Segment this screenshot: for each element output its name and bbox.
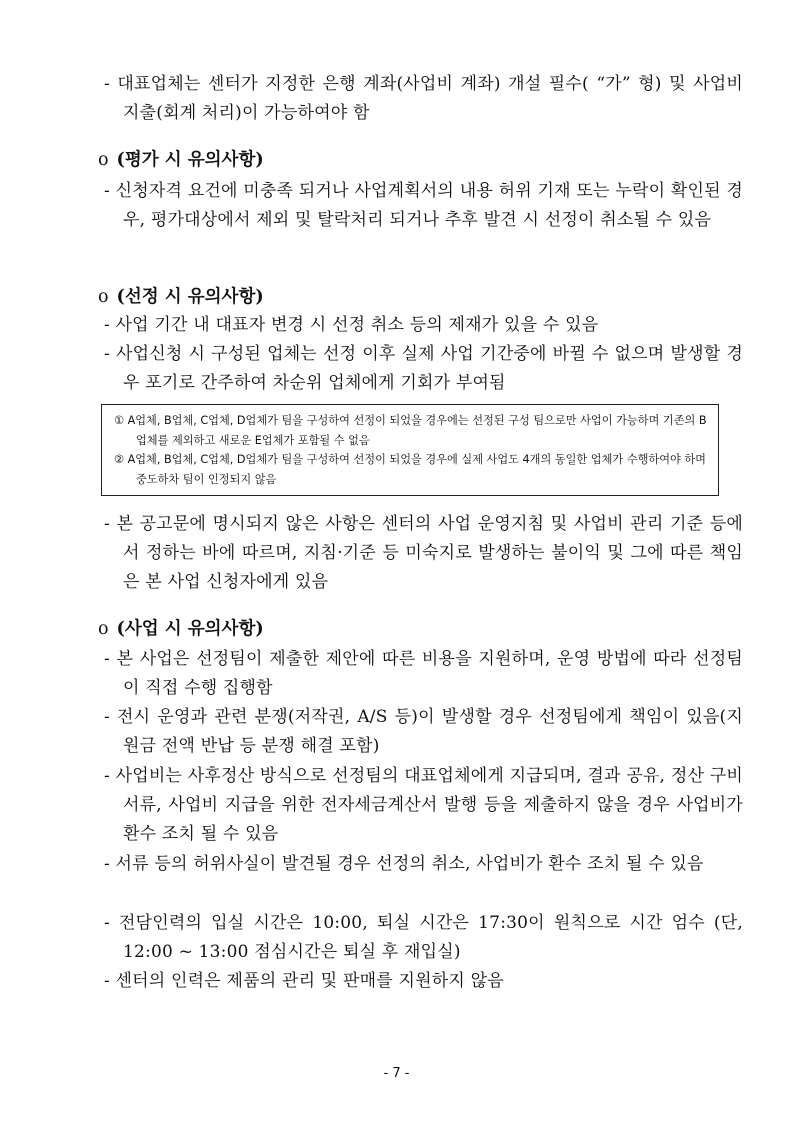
selection-bullet-representative-change: - 사업 기간 내 대표자 변경 시 선정 취소 등의 제재가 있을 수 있음	[104, 315, 599, 335]
project-bullet-working-hours: - 전담인력의 입실 시간은 10:00, 퇴실 시간은 17:30이 원칙으로 시간 엄수 (단, 12:00 ~ 13:00 점심시간은 퇴실 후 재입실)	[104, 913, 743, 962]
page-number: - 7 -	[383, 1066, 410, 1081]
example-note-1: ① A업체, B업체, C업체, D업체가 팀을 구성하여 선정이 되었을 경우에는 선정된 구성 팀으로만 사업이 가능하며 기존의 B업체를 제외하고 새로운 E업체가 포함될 수 없음	[114, 414, 707, 447]
project-bullet-staff-support: - 센터의 인력은 제품의 관리 및 판매를 지원하지 않음	[104, 971, 504, 991]
section-title: (사업 시 유의사항)	[116, 619, 264, 639]
project-bullet-settlement: - 사업비는 사후정산 방식으로 선정팀의 대표업체에게 지급되며, 결과 공유, 정산 구비서류, 사업비 지급을 위한 전자세금계산서 발행 등을 제출하지 않을 경우 사업비가 환수 조치 될 수 있음	[104, 766, 743, 844]
example-note-box	[101, 404, 719, 496]
intro-bullet-bank-account: - 대표업체는 센터가 지정한 은행 계좌(사업비 계좌) 개설 필수( “가” 형) 및 사업비 지출(회계 처리)이 가능하여야 함	[104, 74, 743, 123]
section-heading-project	[98, 617, 264, 641]
evaluation-bullet: - 신청자격 요건에 미충족 되거나 사업계획서의 내용 허위 기재 또는 누락이 확인된 경우, 평가대상에서 제외 및 탈락처리 되거나 추후 발견 시 선정이 취소될 수 있음	[104, 181, 743, 230]
selection-bullet-unspecified-matters: - 본 공고문에 명시되지 않은 사항은 센터의 사업 운영지침 및 사업비 관리 기준 등에서 정하는 바에 따르며, 지침·기준 등 미숙지로 발생하는 불이익 및 그에 따른 책임은 본 사업 신청자에게 있음	[104, 514, 743, 592]
section-title: (평가 시 유의사항)	[116, 150, 264, 170]
section-title: (선정 시 유의사항)	[116, 287, 264, 307]
selection-bullet-team-composition: - 사업신청 시 구성된 업체는 선정 이후 실제 사업 기간중에 바뀔 수 없으며 발생할 경우 포기로 간주하여 차순위 업체에게 기회가 부여됨	[104, 344, 743, 393]
section-marker: o	[98, 150, 109, 170]
section-marker: o	[98, 619, 109, 639]
project-bullet-false-documents: - 서류 등의 허위사실이 발견될 경우 선정의 취소, 사업비가 환수 조치 될 수 있음	[104, 854, 704, 874]
project-bullet-disputes: - 전시 운영과 관련 분쟁(저작권, A/S 등)이 발생할 경우 선정팀에게 책임이 있음(지원금 전액 반납 등 분쟁 해결 포함)	[104, 707, 743, 756]
section-heading-evaluation	[98, 148, 264, 172]
example-note-2: ② A업체, B업체, C업체, D업체가 팀을 구성하여 선정이 되었을 경우에 실제 사업도 4개의 동일한 업체가 수행하여야 하며 중도하차 팀이 인정되지 않음	[114, 453, 706, 486]
project-bullet-cost-support: - 본 사업은 선정팀이 제출한 제안에 따른 비용을 지원하며, 운영 방법에 따라 선정팀이 직접 수행 집행함	[104, 649, 743, 698]
section-marker: o	[98, 287, 109, 307]
section-heading-selection	[98, 285, 264, 309]
